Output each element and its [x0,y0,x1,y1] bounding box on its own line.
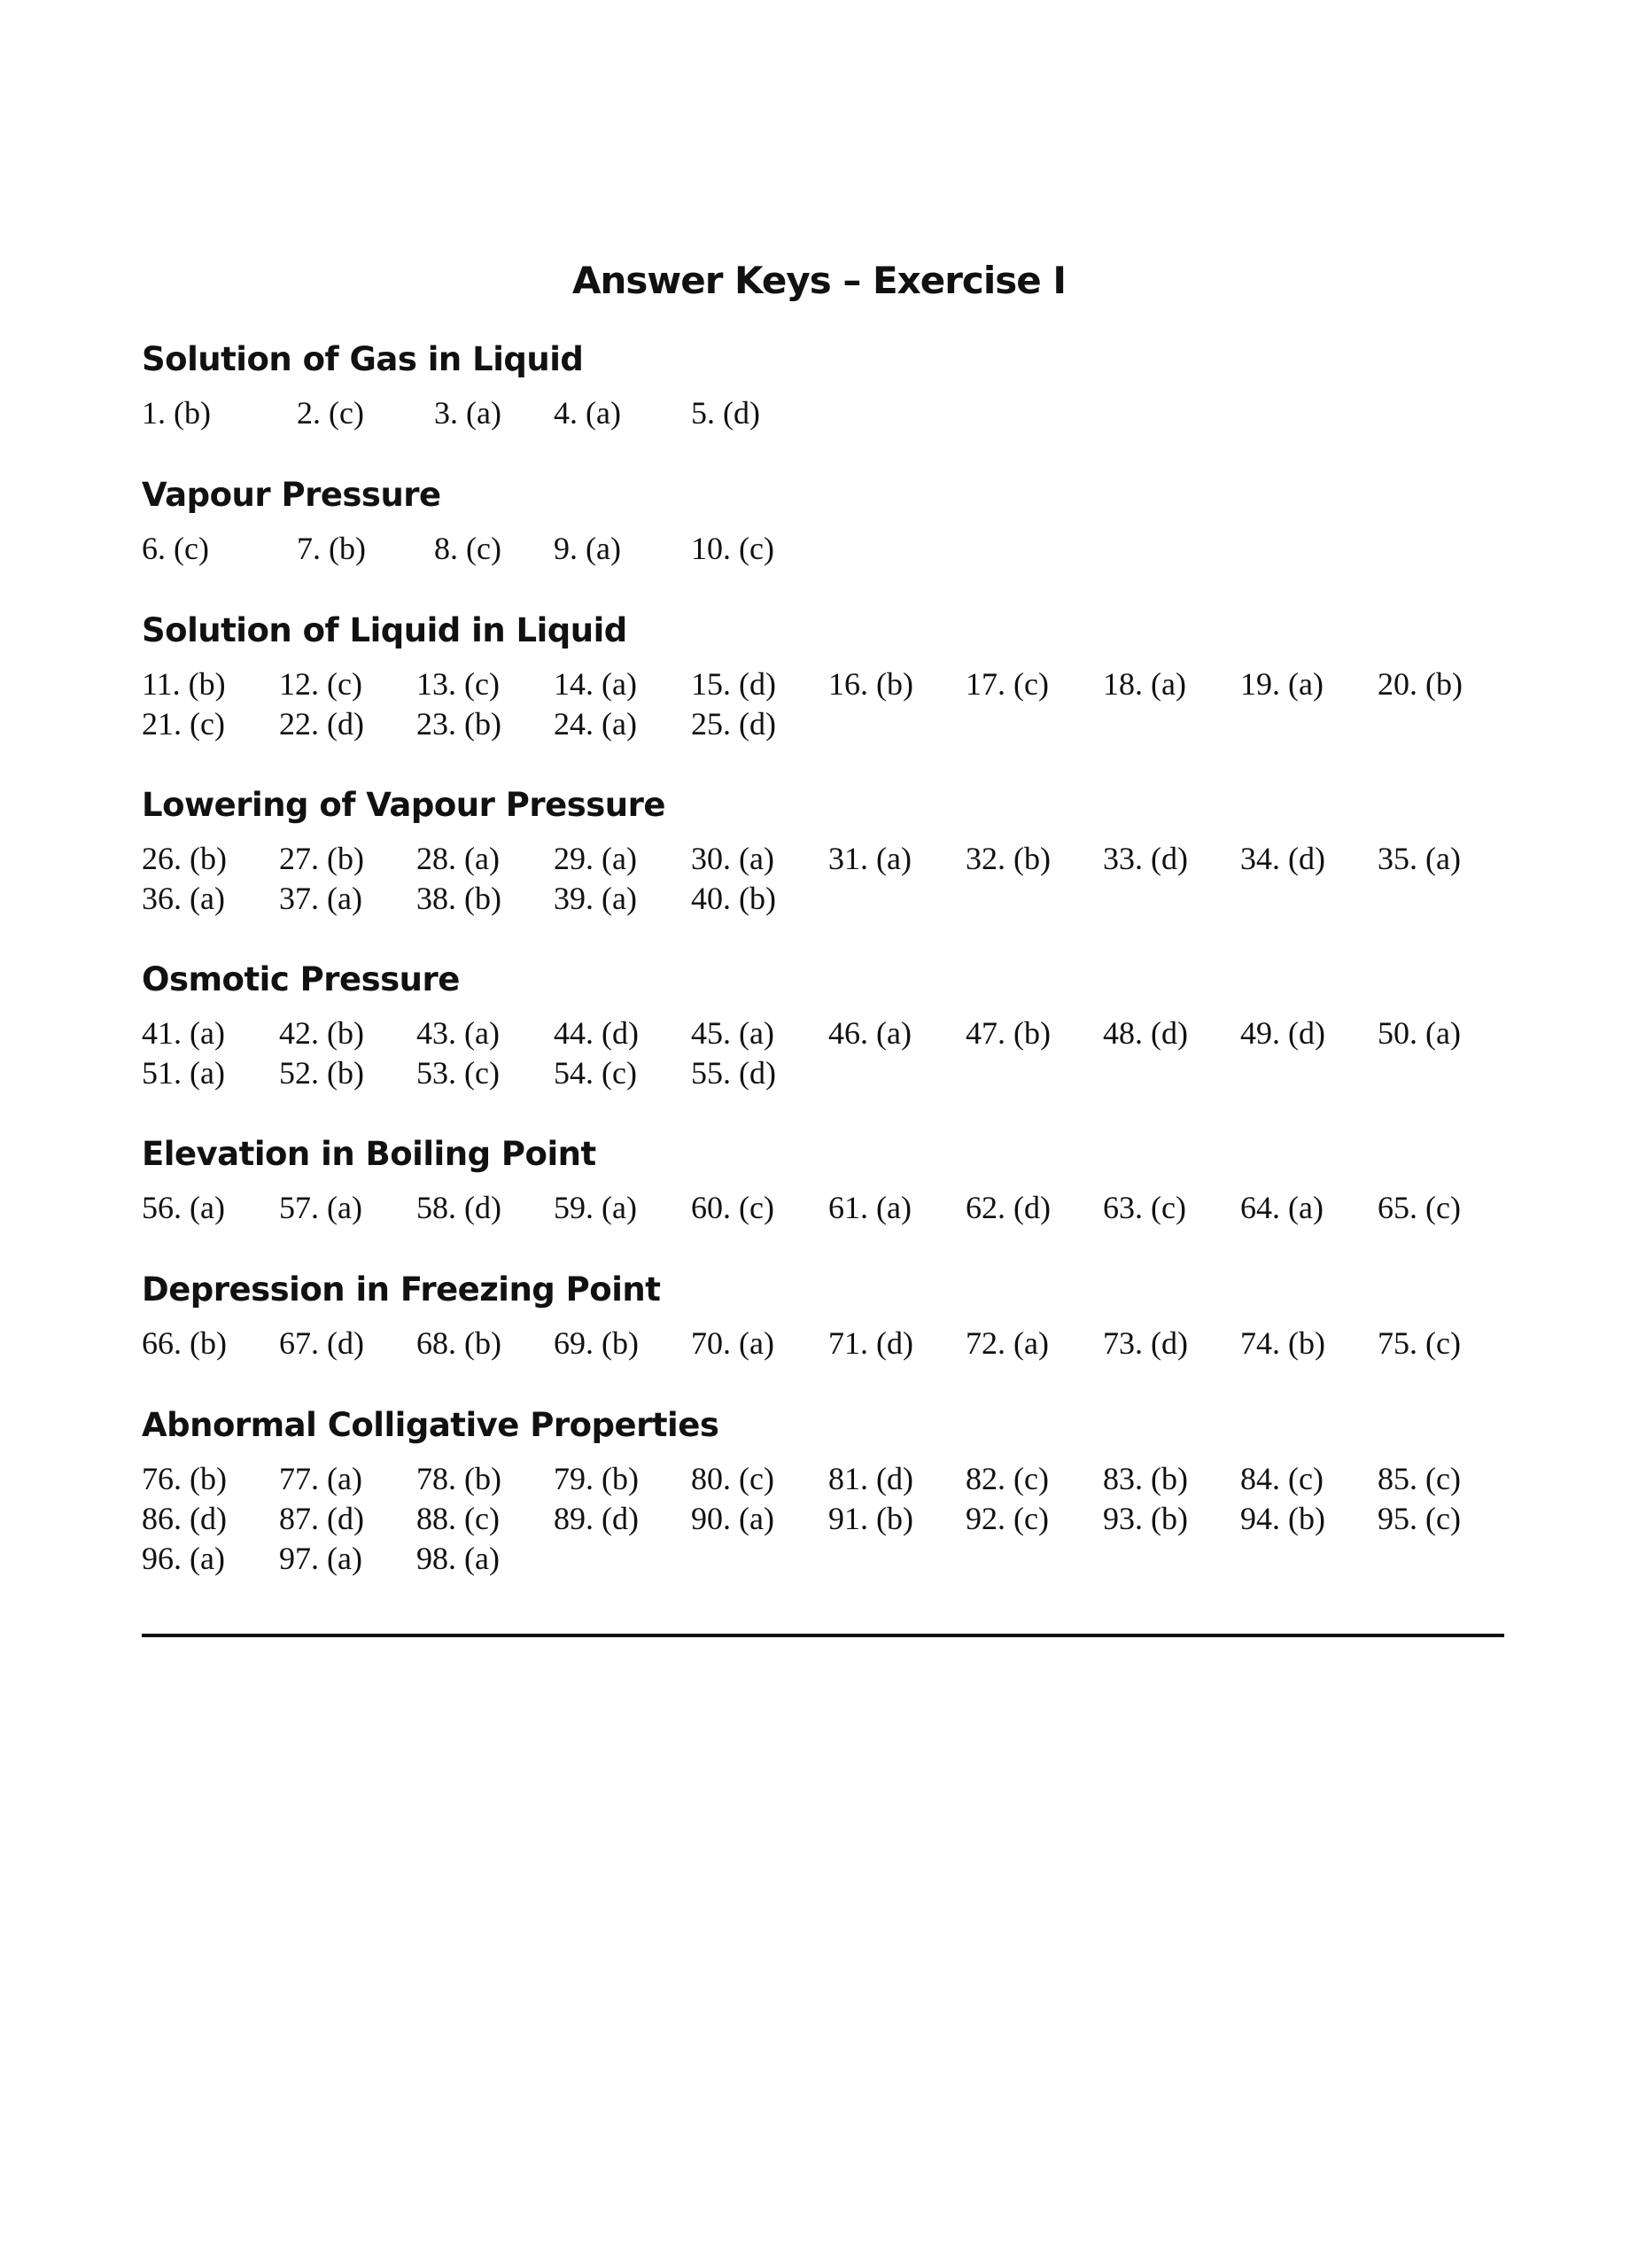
section-heading: Depression in Freezing Point [142,1270,661,1309]
answer-item: 85. (c) [1378,1461,1461,1496]
answer-item: 29. (a) [554,841,637,876]
answer-item: 50. (a) [1378,1015,1461,1051]
answer-section [142,472,1506,569]
answer-item: 73. (d) [1103,1325,1188,1361]
answer-item: 35. (a) [1378,841,1461,876]
answer-item: 83. (b) [1103,1461,1188,1496]
answer-item: 94. (b) [1240,1501,1325,1536]
answer-item: 24. (a) [554,706,637,742]
answer-item: 54. (c) [554,1055,637,1091]
answer-item: 14. (a) [554,666,637,702]
answer-item: 11. (b) [142,666,226,702]
answer-item: 46. (a) [828,1015,912,1051]
answer-item: 33. (d) [1103,841,1188,876]
answer-item: 78. (b) [416,1461,501,1496]
answer-row [142,1539,1506,1579]
answer-item: 13. (c) [416,666,500,702]
answer-item: 93. (b) [1103,1501,1188,1536]
answer-item: 43. (a) [416,1015,500,1051]
answer-item: 80. (c) [691,1461,774,1496]
answer-item: 19. (a) [1240,666,1324,702]
answer-item: 87. (d) [279,1501,364,1536]
answer-section [142,337,1506,433]
answer-item: 56. (a) [142,1190,225,1225]
answer-section [142,1131,1506,1228]
answer-row [142,839,1506,879]
answer-item: 92. (c) [966,1501,1049,1536]
answer-item: 38. (b) [416,881,501,916]
answer-item: 49. (d) [1240,1015,1325,1051]
answer-item: 45. (a) [691,1015,774,1051]
answer-row [142,1014,1506,1053]
answer-section [142,1267,1506,1363]
answer-item: 42. (b) [279,1015,364,1051]
answer-item: 81. (d) [828,1461,913,1496]
answer-item: 65. (c) [1378,1190,1461,1225]
answer-item: 64. (a) [1240,1190,1324,1225]
answer-item: 74. (b) [1240,1325,1325,1361]
answer-item: 88. (c) [416,1501,500,1536]
section-heading: Elevation in Boiling Point [142,1135,596,1173]
answer-item: 31. (a) [828,841,912,876]
answer-item: 96. (a) [142,1541,225,1576]
answer-item: 12. (c) [279,666,362,702]
answer-item: 17. (c) [966,666,1049,702]
answer-item: 15. (d) [691,666,776,702]
section-heading: Osmotic Pressure [142,960,460,998]
answer-item: 61. (a) [828,1190,912,1225]
answer-item: 16. (b) [828,666,913,702]
answer-row [142,879,1506,919]
answer-row [142,664,1506,704]
answer-item: 66. (b) [142,1325,227,1361]
answer-item: 59. (a) [554,1190,637,1225]
answer-item: 41. (a) [142,1015,225,1051]
section-heading: Solution of Gas in Liquid [142,340,584,378]
answer-item: 62. (d) [966,1190,1051,1225]
answer-item: 34. (d) [1240,841,1325,876]
answer-item: 91. (b) [828,1501,913,1536]
answer-row [142,1499,1506,1539]
answer-item: 36. (a) [142,881,225,916]
answer-row [142,1459,1506,1499]
answer-item: 70. (a) [691,1325,774,1361]
answer-item: 68. (b) [416,1325,501,1361]
answer-item: 32. (b) [966,841,1051,876]
answer-section [142,608,1506,744]
answer-item: 55. (d) [691,1055,776,1091]
answer-item: 79. (b) [554,1461,639,1496]
answer-item: 5. (d) [691,395,760,431]
answer-item: 67. (d) [279,1325,364,1361]
answer-item: 2. (c) [297,395,364,431]
answer-item: 44. (d) [554,1015,639,1051]
answer-item: 25. (d) [691,706,776,742]
answer-item: 48. (d) [1103,1015,1188,1051]
answer-item: 58. (d) [416,1190,501,1225]
section-heading: Solution of Liquid in Liquid [142,611,627,649]
answer-item: 52. (b) [279,1055,364,1091]
section-heading: Vapour Pressure [142,476,441,514]
answer-item: 1. (b) [142,395,211,431]
answer-item: 82. (c) [966,1461,1049,1496]
answer-item: 7. (b) [297,531,366,566]
answer-item: 86. (d) [142,1501,227,1536]
answer-item: 10. (c) [691,531,774,566]
answer-item: 21. (c) [142,706,225,742]
answer-item: 90. (a) [691,1501,774,1536]
answer-row [142,529,1506,569]
section-heading: Lowering of Vapour Pressure [142,786,665,824]
answer-item: 3. (a) [434,395,501,431]
answer-row [142,1188,1506,1228]
answer-item: 60. (c) [691,1190,774,1225]
answer-item: 22. (d) [279,706,364,742]
answer-item: 75. (c) [1378,1325,1461,1361]
answer-item: 18. (a) [1103,666,1186,702]
answer-section [142,782,1506,919]
page-title: Answer Keys – Exercise I [572,259,1066,302]
answer-item: 76. (b) [142,1461,227,1496]
answer-row [142,393,1506,433]
answer-item: 53. (c) [416,1055,500,1091]
answer-item: 23. (b) [416,706,501,742]
answer-item: 72. (a) [966,1325,1049,1361]
answer-item: 47. (b) [966,1015,1051,1051]
answer-item: 77. (a) [279,1461,362,1496]
answer-row [142,1324,1506,1363]
answer-section [142,957,1506,1093]
answer-item: 69. (b) [554,1325,639,1361]
answer-item: 20. (b) [1378,666,1463,702]
answer-item: 9. (a) [554,531,621,566]
answer-item: 39. (a) [554,881,637,916]
answer-item: 6. (c) [142,531,209,566]
answer-row [142,1053,1506,1093]
answer-item: 26. (b) [142,841,227,876]
answer-item: 8. (c) [434,531,501,566]
answer-section [142,1402,1506,1579]
answer-item: 71. (d) [828,1325,913,1361]
answer-item: 40. (b) [691,881,776,916]
answer-item: 97. (a) [279,1541,362,1576]
answer-item: 30. (a) [691,841,774,876]
answer-item: 95. (c) [1378,1501,1461,1536]
answer-item: 89. (d) [554,1501,639,1536]
answer-item: 98. (a) [416,1541,500,1576]
answer-item: 37. (a) [279,881,362,916]
answer-item: 4. (a) [554,395,621,431]
bottom-divider [142,1634,1504,1637]
answer-item: 84. (c) [1240,1461,1324,1496]
answer-item: 51. (a) [142,1055,225,1091]
answer-row [142,704,1506,744]
section-heading: Abnormal Colligative Properties [142,1406,719,1444]
answer-item: 63. (c) [1103,1190,1186,1225]
answer-item: 27. (b) [279,841,364,876]
answer-item: 57. (a) [279,1190,362,1225]
answer-item: 28. (a) [416,841,500,876]
